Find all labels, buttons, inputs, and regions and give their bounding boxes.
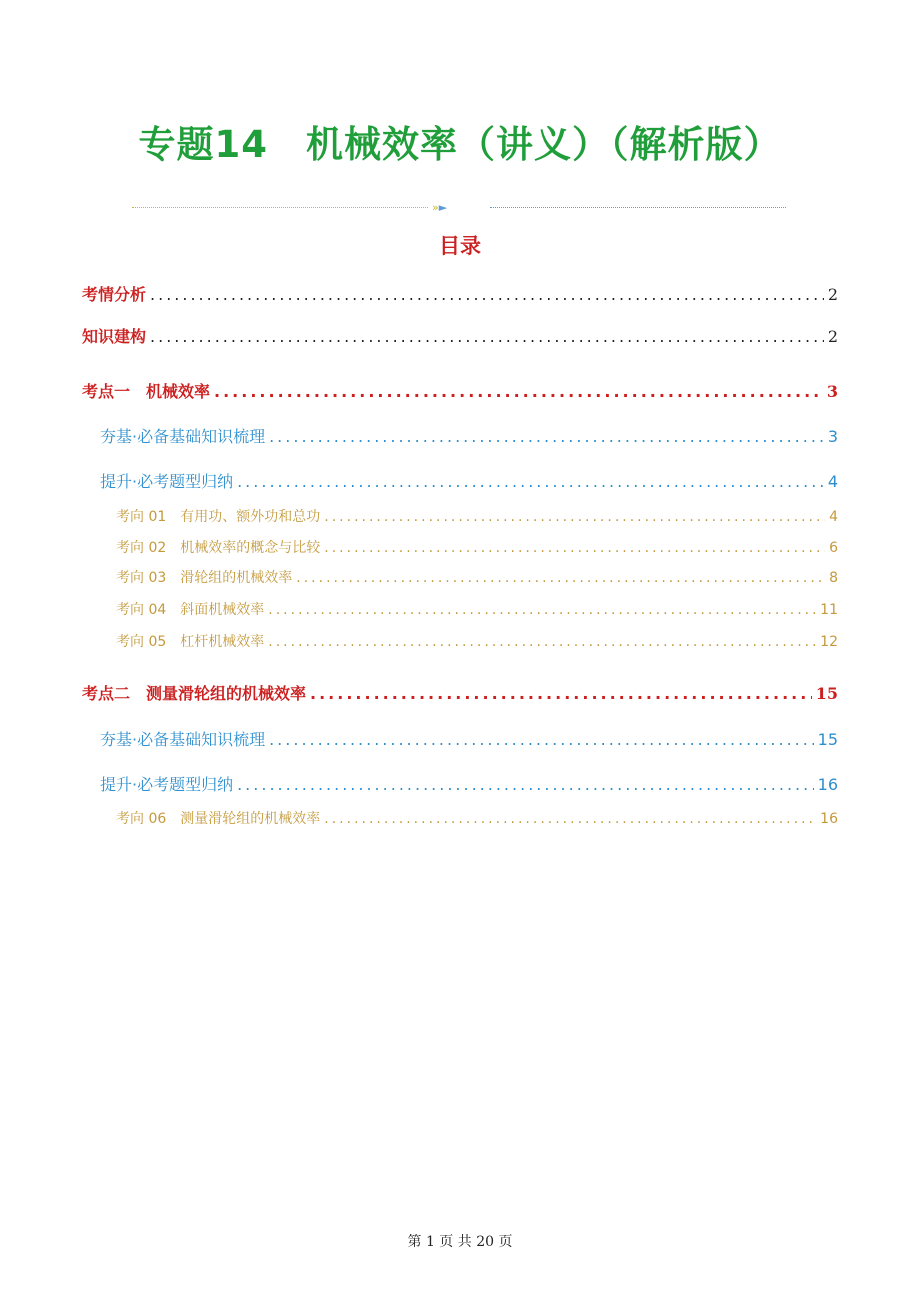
toc-page-number: 3: [826, 382, 838, 401]
toc-page-number: 16: [817, 775, 838, 794]
toc-page-number: 2: [827, 327, 838, 346]
toc-page-number: 16: [820, 811, 838, 827]
toc-page-number: 15: [815, 684, 838, 703]
toc-entry-label: 有用功、额外功和总功: [180, 509, 321, 525]
toc-topic-code: 考向 05: [116, 634, 167, 650]
toc-entry-label: 考点二 测量滑轮组的机械效率: [82, 684, 307, 703]
toc-entry-foundation-2[interactable]: [100, 727, 838, 750]
toc-entry-topic-04[interactable]: [116, 599, 838, 619]
toc-entry-label: 滑轮组的机械效率: [180, 570, 293, 586]
toc-entry-point-2[interactable]: [82, 681, 838, 704]
toc-topic-code: 考向 03: [116, 570, 167, 586]
toc-entry-label: 测量滑轮组的机械效率: [180, 811, 321, 827]
toc-entry-label: 提升·必考题型归纳: [100, 775, 234, 794]
toc-entry-label: 知识建构: [82, 327, 147, 346]
toc-topic-code: 考向 04: [116, 602, 167, 618]
toc-page-number: 4: [827, 472, 838, 491]
toc-leader-dots: [324, 509, 825, 525]
toc-entry-label: 夯基·必备基础知识梳理: [100, 427, 266, 446]
toc-page-number: 12: [820, 634, 838, 650]
toc-entry-topic-02[interactable]: [116, 537, 838, 557]
toc-entry-label: 考情分析: [82, 285, 147, 304]
toc-topic-code: 考向 01: [116, 509, 167, 525]
toc-entry-label: 杠杆机械效率: [180, 634, 265, 650]
toc-leader-dots: [214, 382, 823, 401]
page-footer: 第 1 页 共 20 页: [407, 1234, 513, 1250]
document-title: 专题14 机械效率（讲义）（解析版）: [138, 123, 782, 166]
divider-arrow-icon: »►: [432, 201, 448, 214]
toc-leader-dots: [237, 472, 824, 491]
toc-entry-label: 斜面机械效率: [180, 602, 265, 618]
divider-line-right: [490, 207, 786, 208]
toc-leader-dots: [150, 285, 824, 304]
toc-page-number: 2: [827, 285, 838, 304]
toc-page-number: 8: [829, 570, 838, 586]
toc-heading: 目录: [439, 234, 481, 258]
toc-leader-dots: [268, 602, 816, 618]
title-divider: [132, 203, 786, 213]
toc-entry-label: 夯基·必备基础知识梳理: [100, 730, 266, 749]
toc-leader-dots: [269, 730, 814, 749]
toc-leader-dots: [268, 634, 816, 650]
toc-leader-dots: [269, 427, 824, 446]
toc-entry-point-1[interactable]: [82, 379, 838, 402]
toc-entry-improve-2[interactable]: [100, 772, 838, 795]
toc-leader-dots: [324, 811, 816, 827]
toc-page-number: 15: [817, 730, 838, 749]
toc-entry-label: 机械效率的概念与比较: [180, 540, 321, 556]
toc-topic-code: 考向 06: [116, 811, 167, 827]
divider-line-left: [132, 207, 428, 208]
toc-page-number: 3: [827, 427, 838, 446]
toc-entry-label: 考点一 机械效率: [82, 382, 211, 401]
toc-leader-dots: [324, 540, 825, 556]
toc-leader-dots: [310, 684, 812, 703]
toc-entry-knowledge-structure[interactable]: [82, 324, 838, 347]
toc-entry-topic-01[interactable]: [116, 506, 838, 526]
toc-entry-improve-1[interactable]: [100, 469, 838, 492]
toc-page-number: 11: [820, 602, 838, 618]
toc-entry-topic-05[interactable]: [116, 631, 838, 651]
toc-entry-topic-06[interactable]: [116, 808, 838, 828]
toc-topic-code: 考向 02: [116, 540, 167, 556]
toc-entry-topic-03[interactable]: [116, 567, 838, 587]
toc-page-number: 4: [829, 509, 838, 525]
toc-entry-label: 提升·必考题型归纳: [100, 472, 234, 491]
toc-leader-dots: [296, 570, 825, 586]
toc-page-number: 6: [829, 540, 838, 556]
toc-entry-analysis[interactable]: [82, 282, 838, 305]
toc-leader-dots: [237, 775, 814, 794]
toc-entry-foundation-1[interactable]: [100, 424, 838, 447]
toc-leader-dots: [150, 327, 824, 346]
